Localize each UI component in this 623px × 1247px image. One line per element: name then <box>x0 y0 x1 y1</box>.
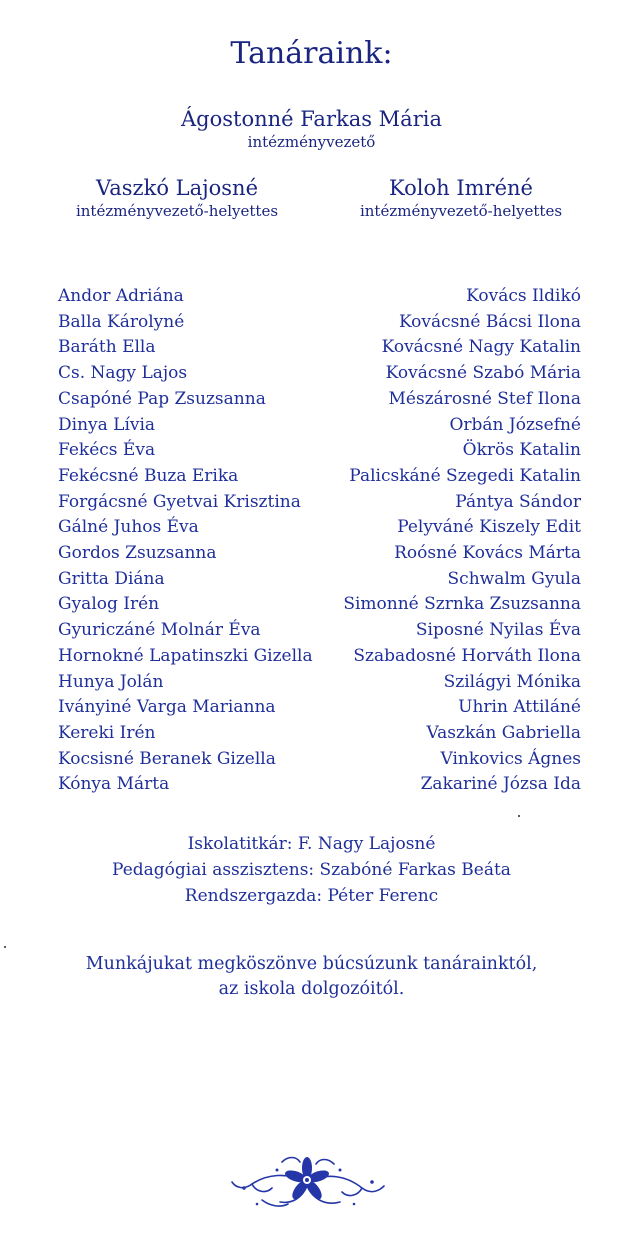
staff-assistant: Pedagógiai asszisztens: Szabóné Farkas Beáta <box>112 860 511 880</box>
teacher-name: Iványiné Varga Marianna <box>58 697 276 718</box>
teacher-name: Fekécs Éva <box>58 440 156 461</box>
teacher-name: Balla Károlyné <box>58 311 185 332</box>
teacher-name: Vinkovics Ágnes <box>440 748 581 769</box>
staff-block <box>0 831 623 909</box>
teacher-name: Kovácsné Bácsi Ilona <box>398 311 581 332</box>
flower-swirl-icon <box>222 1142 392 1222</box>
teacher-name: Szabadosné Horváth Ilona <box>353 645 581 666</box>
teacher-name: Kónya Márta <box>58 774 170 795</box>
teacher-name: Dinya Lívia <box>58 414 156 435</box>
teacher-name: Baráth Ella <box>58 337 156 358</box>
teacher-name: Kovácsné Szabó Mária <box>385 363 581 384</box>
closing-line: Munkájukat megköszönve búcsúzunk tanárainktól, <box>85 954 538 974</box>
teacher-name: Ökrös Katalin <box>462 440 581 461</box>
teacher-list-right <box>343 284 581 798</box>
teacher-name: Gritta Diána <box>58 568 165 589</box>
deputy-name: Koloh Imréné <box>389 176 533 200</box>
teacher-name: Kereki Irén <box>58 722 156 743</box>
teacher-list-left <box>58 284 313 798</box>
principal-name: Ágostonné Farkas Mária <box>181 107 442 131</box>
teacher-name: Hornokné Lapatinszki Gizella <box>58 645 313 666</box>
teacher-name: Gordos Zsuzsanna <box>58 543 217 564</box>
staff-secretary: Iskolatitkár: F. Nagy Lajosné <box>187 834 436 854</box>
teacher-name: Szilágyi Mónika <box>443 671 581 692</box>
teacher-name: Orbán Józsefné <box>449 414 581 435</box>
teacher-name: Forgácsné Gyetvai Krisztina <box>58 491 301 512</box>
teacher-name: Mészárosné Stef Ilona <box>388 388 581 409</box>
closing-line: az iskola dolgozóitól. <box>218 979 405 999</box>
teacher-name: Hunya Jolán <box>58 671 164 692</box>
teacher-name: Siposné Nyilas Éva <box>415 620 581 641</box>
teacher-name: Andor Adriána <box>58 286 184 306</box>
teacher-name: Gyalog Irén <box>58 594 160 615</box>
principal-role: intézményvezető <box>247 133 376 151</box>
deputy-left <box>32 175 322 221</box>
teacher-name: Uhrin Attiláné <box>458 697 581 718</box>
staff-sysadmin: Rendszergazda: Péter Ferenc <box>184 886 439 906</box>
teacher-name: Palicskáné Szegedi Katalin <box>349 465 581 486</box>
teacher-name: Zakariné Józsa Ida <box>420 774 581 795</box>
scan-speck <box>4 946 6 948</box>
teacher-name: Pántya Sándor <box>455 491 581 512</box>
teacher-name: Fekécsné Buza Erika <box>58 465 239 486</box>
closing-message <box>0 952 623 1002</box>
deputy-role: intézményvezető-helyettes <box>75 202 279 220</box>
principal-block <box>0 106 623 152</box>
deputy-right <box>316 175 606 221</box>
teacher-name: Kocsisné Beranek Gizella <box>58 748 276 769</box>
teacher-name: Pelyváné Kiszely Edit <box>397 517 581 538</box>
page-title: Tanáraink: <box>230 36 393 71</box>
teacher-name: Csapóné Pap Zsuzsanna <box>58 388 266 409</box>
teacher-name: Simonné Szrnka Zsuzsanna <box>343 594 581 615</box>
scan-speck <box>518 815 520 817</box>
teacher-name: Vaszkán Gabriella <box>426 722 581 743</box>
deputy-role: intézményvezető-helyettes <box>359 202 563 220</box>
teacher-name: Gálné Juhos Éva <box>58 517 199 538</box>
teacher-name: Kovács Ildikó <box>466 286 581 306</box>
teacher-name: Roósné Kovács Márta <box>394 543 581 564</box>
teacher-name: Kovácsné Nagy Katalin <box>381 337 581 358</box>
teacher-name: Schwalm Gyula <box>447 568 581 589</box>
deputy-name: Vaszkó Lajosné <box>96 176 258 200</box>
teacher-name: Gyuriczáné Molnár Éva <box>58 620 261 641</box>
teacher-name: Cs. Nagy Lajos <box>58 363 188 384</box>
